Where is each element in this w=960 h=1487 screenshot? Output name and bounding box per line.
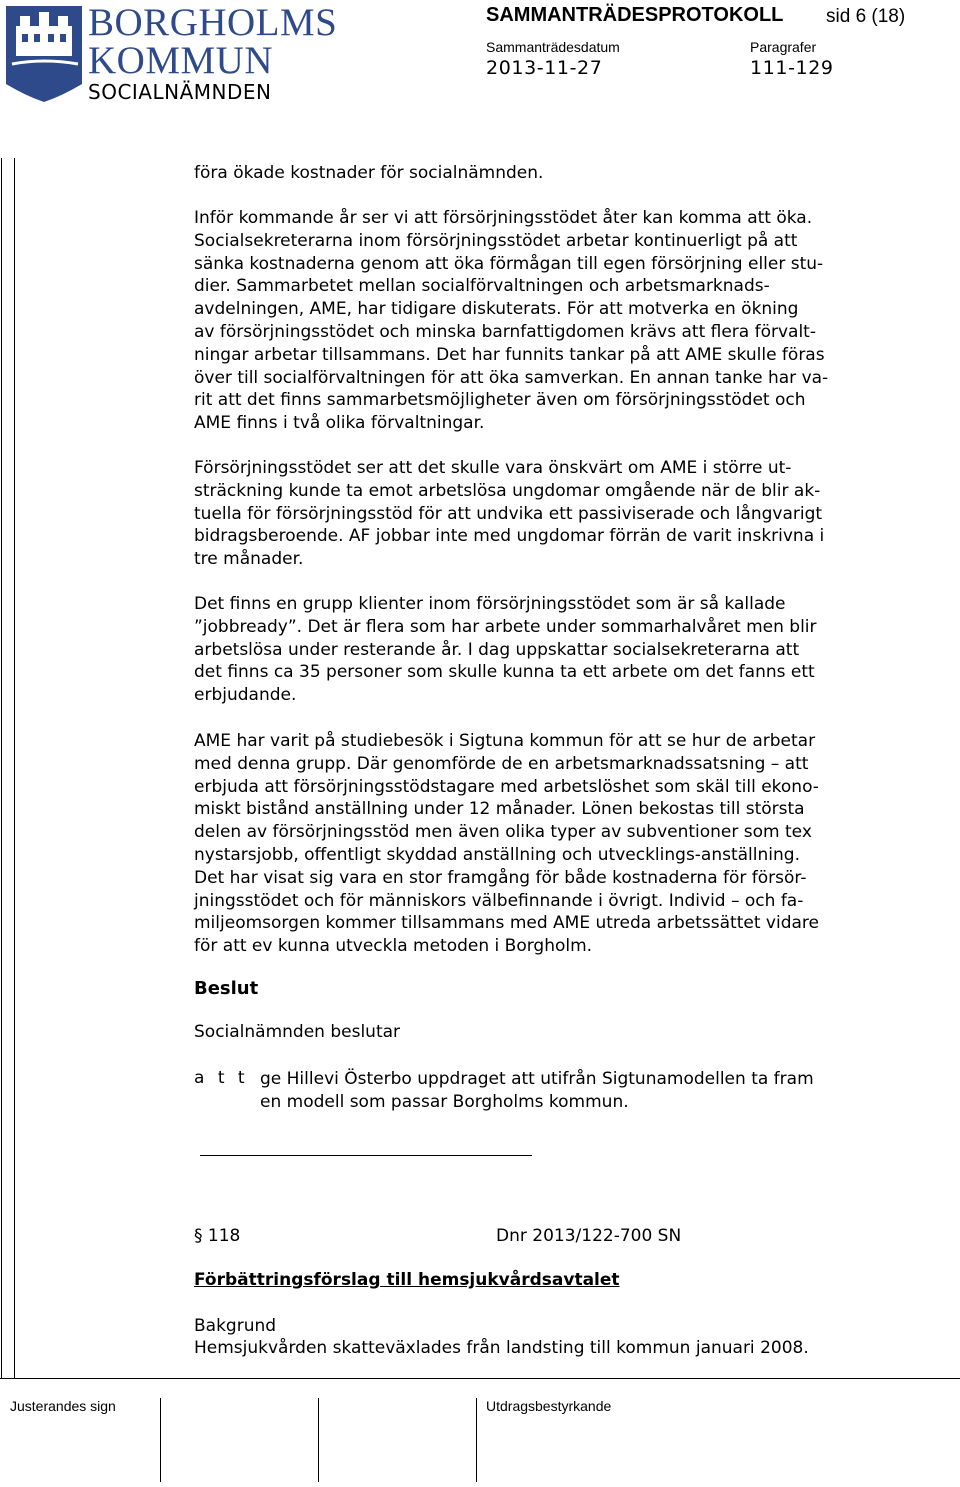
margin-line-left [1,158,2,1378]
text-line: för att ev kunna utveckla metoden i Borgholm. [194,936,593,957]
paragraph-number: § 118 [194,1226,241,1246]
meeting-date-label: Sammanträdesdatum [486,39,620,55]
castle-crest-icon [2,4,88,104]
paragraph-intro [194,162,904,185]
text-line: rit att det finns sammarbetsmöjligheter även om försörjningsstödet och [194,390,806,411]
background-text: Hemsjukvården skatteväxlades från landsting till kommun januari 2008. [194,1338,809,1358]
paragraph-sigtuna [194,730,904,958]
background-label: Bakgrund [194,1316,277,1336]
text-line: erbjudande. [194,685,297,706]
text-line: avdelningen, AME, har tidigare diskuterats. För att motverka en ökning [194,299,799,320]
org-name-line1: BORGHOLMS [88,1,338,44]
text-line: dier. Sammarbetet mellan socialförvaltningen och arbetsmarknads- [194,276,770,297]
text-line: miljeomsorgen kommer tillsammans med AME utreda arbetssättet vidare [194,913,819,934]
section-separator [200,1155,532,1156]
text-line: tuella för försörjningsstöd för att undvika ett passiviserade och långvarigt [194,503,823,524]
text-line: delen av försörjningsstöd men även olika typer av subventioner som tex [194,822,812,843]
text-line: arbetslösa under resterande år. I dag uppskattar socialsekreterarna att [194,639,800,660]
text-line: över till socialförvaltningen för att öka samverkan. En annan tanke har va- [194,367,829,388]
paragraph-jobbready [194,593,904,707]
footer-rule [0,1378,960,1379]
text-line: tre månader. [194,549,304,570]
text-line: en modell som passar Borgholms kommun. [260,1091,629,1112]
paragraphs-label: Paragrafer [750,39,817,55]
text-line: av försörjningsstödet och minska barnfattigdomen krävs att flera förvalt- [194,321,816,342]
meeting-date-value: 2013-11-27 [486,57,603,79]
text-line: Det finns en grupp klienter inom försörjningsstödet som är så kallade [194,594,786,614]
signature-box-divider [318,1398,319,1482]
text-line: jningsstödet och för människors välbefinnande i övrigt. Individ – och fa- [194,890,804,911]
att-label: a t t [194,1068,249,1088]
text-line: AME finns i två olika förvaltningar. [194,413,485,434]
signature-box-divider [160,1398,161,1482]
text-line: Socialsekreterarna inom försörjningsstödet arbetar kontinuerligt på att [194,230,798,251]
text-line: Det har visat sig vara en stor framgång för både kostnaderna för försör- [194,867,807,888]
footer-extract-label: Utdragsbestyrkande [486,1398,612,1414]
text-line: ge Hillevi Österbo uppdraget att utifrån Sigtunamodellen ta fram [260,1069,814,1089]
text-line: Försörjningsstödet ser att det skulle vara önskvärt om AME i större ut- [194,458,792,478]
text-line: sträckning kunde ta emot arbetslösa ungdomar omgående när de blir ak- [194,480,821,501]
text-line: ”jobbready”. Det är flera som har arbete under sommarhalvåret men blir [194,616,817,637]
footer-signature-label: Justerandes sign [10,1398,116,1414]
decision-intro: Socialnämnden beslutar [194,1022,401,1042]
text-line: ningar arbetar tillsammans. Det har funnits tankar på att AME skulle föras [194,344,825,365]
decision-text [260,1068,900,1114]
margin-line-inner [14,158,15,1378]
text-line: AME har varit på studiebesök i Sigtuna kommun för att se hur de arbetar [194,731,816,751]
text-line: med denna grupp. Där genomförde de en arbetsmarknadssatsning – att [194,753,809,774]
document-title: SAMMANTRÄDESPROTOKOLL [486,4,784,26]
section-title: Förbättringsförslag till hemsjukvårdsavtalet [194,1270,620,1290]
municipality-logo [0,0,338,110]
org-name-line2: KOMMUN [88,39,274,82]
page-number: sid 6 (18) [826,6,906,27]
case-number: Dnr 2013/122-700 SN [496,1226,682,1246]
text-line: Inför kommande år ser vi att försörjningsstödet åter kan komma att öka. [194,208,813,228]
text-line: sänka kostnaderna genom att öka förmågan till egen försörjning eller stu- [194,253,824,274]
paragraph-youth [194,457,904,571]
text-line: föra ökade kostnader för socialnämnden. [194,163,544,183]
text-line: erbjuda att försörjningsstödstagare med arbetslöshet som skäl till ekono- [194,776,819,797]
text-line: det finns ca 35 personer som skulle kunna ta ett arbete om det fanns ett [194,662,815,683]
committee-name: SOCIALNÄMNDEN [88,80,272,104]
decision-heading: Beslut [194,978,259,999]
signature-box-divider [476,1398,477,1482]
text-line: bidragsberoende. AF jobbar inte med ungdomar förrän de varit inskrivna i [194,526,825,547]
paragraphs-value: 111-129 [750,57,834,79]
text-line: nystarsjobb, offentligt skyddad anställning och utvecklings-anställning. [194,844,800,865]
paragraph-budget [194,207,904,435]
text-line: miskt bistånd anställning under 12 månader. Lönen bekostas till största [194,799,805,820]
